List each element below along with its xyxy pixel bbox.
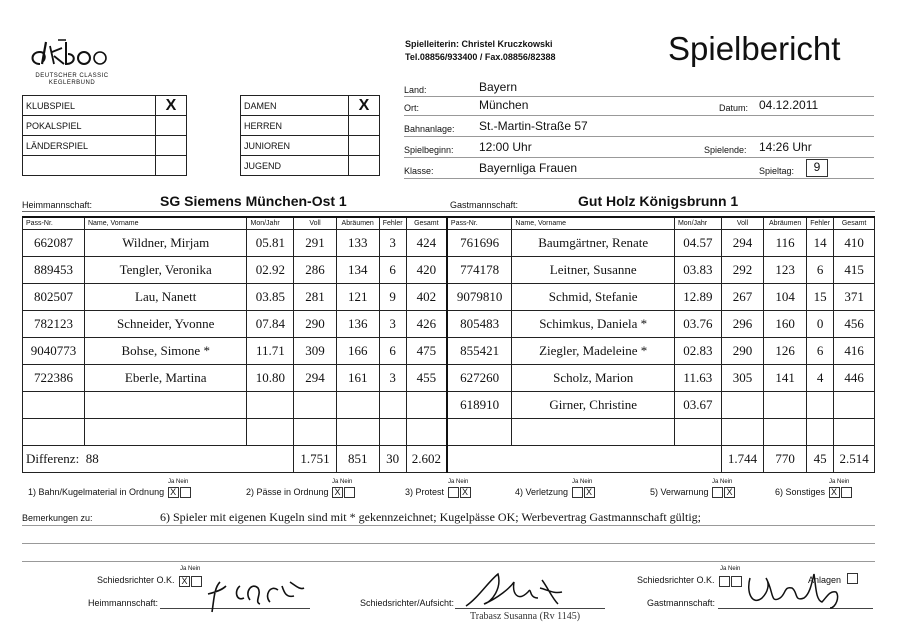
col-mon: Mon/Jahr <box>247 217 294 230</box>
home-total-gesamt: 2.602 <box>406 446 447 473</box>
guest-pass-cell: 761696 <box>447 230 512 257</box>
check-nein-box[interactable] <box>180 487 191 498</box>
guest-gesamt-cell: 416 <box>834 338 875 365</box>
guest-team-label: Gastmannschaft: <box>450 200 519 210</box>
category-mark: X <box>349 96 380 116</box>
type-mark <box>156 116 187 136</box>
category-label: HERREN <box>241 116 349 136</box>
guest-mon-cell <box>674 419 721 446</box>
home-gesamt-cell: 426 <box>406 311 447 338</box>
guest-abr-cell: 141 <box>764 365 807 392</box>
check-item <box>775 487 852 498</box>
guest-mon-cell: 12.89 <box>674 284 721 311</box>
player-row <box>23 284 875 311</box>
check-label: 2) Pässe in Ordnung <box>246 487 329 497</box>
type-label: KLUBSPIEL <box>23 96 156 116</box>
difference-value: 88 <box>85 451 99 466</box>
guest-ref-ok-label: Schiedsrichter O.K. <box>637 575 715 585</box>
guest-fehler-cell: 15 <box>806 284 833 311</box>
guest-abr-cell <box>764 392 807 419</box>
guest-gesamt-cell: 415 <box>834 257 875 284</box>
guest-gesamt-cell <box>834 392 875 419</box>
guest-gesamt-cell <box>834 419 875 446</box>
guest-voll-cell: 296 <box>721 311 764 338</box>
home-mon-cell: 05.81 <box>247 230 294 257</box>
home-fehler-cell: 6 <box>379 257 406 284</box>
guest-fehler-cell: 0 <box>806 311 833 338</box>
home-fehler-cell <box>379 392 406 419</box>
anlagen-label: Anlagen <box>808 575 842 585</box>
guest-ref-ok-ja-box[interactable] <box>719 576 730 587</box>
guest-mon-cell: 04.57 <box>674 230 721 257</box>
home-abr-cell: 134 <box>336 257 379 284</box>
bahn-value: St.-Martin-Straße 57 <box>479 119 588 133</box>
home-abr-cell: 121 <box>336 284 379 311</box>
guest-mon-cell: 03.67 <box>674 392 721 419</box>
check-label: 4) Verletzung <box>515 487 569 497</box>
guest-pass-cell: 855421 <box>447 338 512 365</box>
guest-mon-cell: 11.63 <box>674 365 721 392</box>
home-mon-cell: 02.92 <box>247 257 294 284</box>
home-gesamt-cell: 455 <box>406 365 447 392</box>
guest-gesamt-cell: 456 <box>834 311 875 338</box>
home-ref-ok-boxes <box>178 573 202 591</box>
home-total-voll: 1.751 <box>294 446 337 473</box>
home-mon-cell <box>247 392 294 419</box>
guest-team-name: Gut Holz Königsbrunn 1 <box>578 193 739 209</box>
home-gesamt-cell: 402 <box>406 284 447 311</box>
spieltag-label: Spieltag: <box>759 166 795 176</box>
guest-abr-cell: 126 <box>764 338 807 365</box>
col-fehler: Fehler <box>379 217 406 230</box>
home-ref-ok-ja-box[interactable]: X <box>179 576 190 587</box>
guest-name-cell <box>512 419 675 446</box>
home-mon-cell: 11.71 <box>247 338 294 365</box>
check-ja-box[interactable] <box>712 487 723 498</box>
home-name-cell <box>84 392 247 419</box>
logo-graphic <box>22 38 122 68</box>
home-gesamt-cell: 424 <box>406 230 447 257</box>
home-name-cell: Schneider, Yvonne <box>84 311 247 338</box>
home-fehler-cell: 6 <box>379 338 406 365</box>
organizer-line2: Tel.08856/933400 / Fax.08856/82388 <box>405 52 556 62</box>
type-label <box>23 156 156 176</box>
home-pass-cell: 802507 <box>23 284 85 311</box>
home-abr-cell: 136 <box>336 311 379 338</box>
home-pass-cell: 662087 <box>23 230 85 257</box>
organizer-info <box>405 38 555 64</box>
check-nein-box[interactable]: X <box>724 487 735 498</box>
player-row <box>23 230 875 257</box>
home-team-name: SG Siemens München-Ost 1 <box>160 193 347 209</box>
logo-line2: KEGLERBUND <box>48 80 96 86</box>
home-pass-cell: 782123 <box>23 311 85 338</box>
spieltag-value: 9 <box>806 159 828 177</box>
category-mark <box>349 136 380 156</box>
guest-voll-cell: 290 <box>721 338 764 365</box>
info-ort <box>404 98 874 116</box>
home-pass-cell <box>23 419 85 446</box>
klasse-label: Klasse: <box>404 166 434 176</box>
guest-voll-cell: 292 <box>721 257 764 284</box>
home-mon-cell <box>247 419 294 446</box>
ende-label: Spielende: <box>704 145 747 155</box>
guest-pass-cell <box>447 419 512 446</box>
check-ja-nein-header: Ja Nein <box>168 479 189 485</box>
home-ref-ok-ja-nein: Ja Nein <box>180 566 201 572</box>
info-bahn <box>404 119 874 137</box>
col-pass: Pass-Nr. <box>23 217 85 230</box>
home-voll-cell: 291 <box>294 230 337 257</box>
check-label: 1) Bahn/Kugelmaterial in Ordnung <box>28 487 165 497</box>
category-label: JUGEND <box>241 156 349 176</box>
player-row <box>23 365 875 392</box>
check-label: 3) Protest <box>405 487 445 497</box>
check-item <box>405 487 471 498</box>
col-voll: Voll <box>294 217 337 230</box>
guest-abr-cell <box>764 419 807 446</box>
home-pass-cell: 722386 <box>23 365 85 392</box>
guest-gesamt-cell: 410 <box>834 230 875 257</box>
home-abr-cell <box>336 392 379 419</box>
home-abr-cell: 161 <box>336 365 379 392</box>
guest-ref-ok-ja-nein: Ja Nein <box>720 566 741 572</box>
home-pass-cell: 9040773 <box>23 338 85 365</box>
difference-label: Differenz: <box>26 451 80 466</box>
col-abr: Abräumen <box>336 217 379 230</box>
type-mark <box>156 156 187 176</box>
guest-total-voll: 1.744 <box>721 446 764 473</box>
home-voll-cell: 281 <box>294 284 337 311</box>
datum-value: 04.12.2011 <box>759 98 819 112</box>
check-item <box>246 487 355 498</box>
land-value: Bayern <box>479 80 518 94</box>
home-mon-cell: 10.80 <box>247 365 294 392</box>
bahn-label: Bahnanlage: <box>404 124 455 134</box>
home-abr-cell <box>336 419 379 446</box>
category-mark <box>349 116 380 136</box>
guest-fehler-cell: 6 <box>806 338 833 365</box>
check-item <box>28 487 191 498</box>
dkbc-logo <box>22 38 122 86</box>
guest-fehler-cell: 14 <box>806 230 833 257</box>
guest-abr-cell: 123 <box>764 257 807 284</box>
home-voll-cell: 286 <box>294 257 337 284</box>
ref-signature-scribble <box>458 568 578 612</box>
guest-name-cell: Schmid, Stefanie <box>512 284 675 311</box>
klasse-value: Bayernliga Frauen <box>479 161 578 175</box>
col-name: Name, Vorname <box>84 217 247 230</box>
home-signature-label: Heimmannschaft: <box>88 598 159 608</box>
guest-fehler-cell <box>806 419 833 446</box>
check-ja-nein-header: Ja Nein <box>829 479 850 485</box>
guest-voll-cell <box>721 419 764 446</box>
player-row <box>23 257 875 284</box>
home-gesamt-cell <box>406 419 447 446</box>
guest-name-cell: Ziegler, Madeleine * <box>512 338 675 365</box>
col-gesamt: Gesamt <box>406 217 447 230</box>
home-ref-ok-label: Schiedsrichter O.K. <box>97 575 175 585</box>
home-voll-cell <box>294 419 337 446</box>
col-voll: Voll <box>721 217 764 230</box>
type-label: LÄNDERSPIEL <box>23 136 156 156</box>
guest-gesamt-cell: 371 <box>834 284 875 311</box>
guest-voll-cell: 294 <box>721 230 764 257</box>
home-name-cell: Eberle, Martina <box>84 365 247 392</box>
guest-abr-cell: 116 <box>764 230 807 257</box>
home-voll-cell: 294 <box>294 365 337 392</box>
home-voll-cell: 290 <box>294 311 337 338</box>
type-label: POKALSPIEL <box>23 116 156 136</box>
category-box <box>240 95 380 176</box>
guest-signature-scribble <box>740 568 850 612</box>
guest-name-cell: Scholz, Marion <box>512 365 675 392</box>
type-mark <box>156 136 187 156</box>
player-row <box>23 338 875 365</box>
check-ja-box[interactable] <box>448 487 459 498</box>
check-nein-box[interactable] <box>841 487 852 498</box>
check-ja-box[interactable]: X <box>332 487 343 498</box>
guest-gesamt-cell: 446 <box>834 365 875 392</box>
guest-mon-cell: 03.76 <box>674 311 721 338</box>
guest-pass-cell: 627260 <box>447 365 512 392</box>
home-gesamt-cell: 420 <box>406 257 447 284</box>
home-name-cell: Bohse, Simone * <box>84 338 247 365</box>
check-item <box>515 487 595 498</box>
guest-voll-cell: 267 <box>721 284 764 311</box>
beginn-label: Spielbeginn: <box>404 145 454 155</box>
guest-total-gesamt: 2.514 <box>834 446 875 473</box>
category-label: JUNIOREN <box>241 136 349 156</box>
check-item <box>650 487 735 498</box>
guest-total-spacer <box>447 446 721 473</box>
remarks-text: 6) Spieler mit eigenen Kugeln sind mit * gekennzeichnet; Kugelpässe OK; Werbevertrag Gastmannschaft gültig; <box>160 510 701 524</box>
check-ja-box[interactable]: X <box>829 487 840 498</box>
guest-total-abr: 770 <box>764 446 807 473</box>
organizer-line1: Spielleiterin: Christel Kruczkowski <box>405 39 553 49</box>
guest-pass-cell: 618910 <box>447 392 512 419</box>
check-nein-box[interactable] <box>344 487 355 498</box>
home-name-cell: Tengler, Veronika <box>84 257 247 284</box>
home-abr-cell: 133 <box>336 230 379 257</box>
guest-mon-cell: 03.83 <box>674 257 721 284</box>
info-klasse <box>404 161 874 179</box>
home-voll-cell <box>294 392 337 419</box>
check-label: 6) Sonstiges <box>775 487 826 497</box>
col-pass: Pass-Nr. <box>447 217 512 230</box>
beginn-value: 12:00 Uhr <box>479 140 532 154</box>
category-label: DAMEN <box>241 96 349 116</box>
check-ja-nein-header: Ja Nein <box>448 479 469 485</box>
type-mark: X <box>156 96 187 116</box>
results-table <box>22 216 875 473</box>
table-header-row <box>23 217 875 230</box>
check-ja-box[interactable]: X <box>168 487 179 498</box>
guest-abr-cell: 104 <box>764 284 807 311</box>
home-pass-cell <box>23 392 85 419</box>
player-row <box>23 392 875 419</box>
guest-ref-ok-boxes <box>718 573 742 591</box>
col-name: Name, Vorname <box>512 217 675 230</box>
home-signature-scribble <box>200 572 310 616</box>
home-name-cell <box>84 419 247 446</box>
check-ja-nein-header: Ja Nein <box>332 479 353 485</box>
home-pass-cell: 889453 <box>23 257 85 284</box>
ref-name: Trabasz Susanna (Rv 1145) <box>470 611 581 622</box>
check-nein-box[interactable]: X <box>584 487 595 498</box>
home-gesamt-cell <box>406 392 447 419</box>
guest-signature-label: Gastmannschaft: <box>647 598 716 608</box>
page-title: Spielbericht <box>668 30 841 67</box>
check-label: 5) Verwarnung <box>650 487 709 497</box>
guest-name-cell: Schimkus, Daniela * <box>512 311 675 338</box>
guest-name-cell: Leitner, Susanne <box>512 257 675 284</box>
guest-fehler-cell: 4 <box>806 365 833 392</box>
land-label: Land: <box>404 85 427 95</box>
remarks-label: Bemerkungen zu: <box>22 513 93 523</box>
totals-row <box>23 446 875 473</box>
home-fehler-cell <box>379 419 406 446</box>
guest-pass-cell: 9079810 <box>447 284 512 311</box>
info-beginn <box>404 140 874 158</box>
guest-abr-cell: 160 <box>764 311 807 338</box>
home-fehler-cell: 3 <box>379 230 406 257</box>
check-nein-box[interactable]: X <box>460 487 471 498</box>
guest-mon-cell: 02.83 <box>674 338 721 365</box>
guest-voll-cell: 305 <box>721 365 764 392</box>
datum-label: Datum: <box>719 103 749 113</box>
guest-name-cell: Girner, Christine <box>512 392 675 419</box>
difference-cell <box>23 446 294 473</box>
ort-label: Ort: <box>404 103 419 113</box>
home-gesamt-cell: 475 <box>406 338 447 365</box>
guest-fehler-cell: 6 <box>806 257 833 284</box>
home-mon-cell: 07.84 <box>247 311 294 338</box>
col-abr: Abräumen <box>764 217 807 230</box>
check-ja-nein-header: Ja Nein <box>572 479 593 485</box>
home-fehler-cell: 3 <box>379 311 406 338</box>
guest-fehler-cell <box>806 392 833 419</box>
ort-value: München <box>479 98 529 112</box>
home-mon-cell: 03.85 <box>247 284 294 311</box>
col-fehler: Fehler <box>806 217 833 230</box>
home-fehler-cell: 3 <box>379 365 406 392</box>
guest-total-fehler: 45 <box>806 446 833 473</box>
guest-pass-cell: 805483 <box>447 311 512 338</box>
logo-line1: DEUTSCHER CLASSIC <box>35 73 109 79</box>
home-team-label: Heimmannschaft: <box>22 200 93 210</box>
guest-name-cell: Baumgärtner, Renate <box>512 230 675 257</box>
guest-pass-cell: 774178 <box>447 257 512 284</box>
home-name-cell: Wildner, Mirjam <box>84 230 247 257</box>
home-total-abr: 851 <box>336 446 379 473</box>
home-total-fehler: 30 <box>379 446 406 473</box>
guest-voll-cell <box>721 392 764 419</box>
match-type-box <box>22 95 187 176</box>
check-ja-box[interactable] <box>572 487 583 498</box>
home-voll-cell: 309 <box>294 338 337 365</box>
ende-value: 14:26 Uhr <box>759 140 812 154</box>
player-row <box>23 311 875 338</box>
category-mark <box>349 156 380 176</box>
check-ja-nein-header: Ja Nein <box>712 479 733 485</box>
player-row <box>23 419 875 446</box>
home-abr-cell: 166 <box>336 338 379 365</box>
home-name-cell: Lau, Nanett <box>84 284 247 311</box>
col-gesamt: Gesamt <box>834 217 875 230</box>
col-mon: Mon/Jahr <box>674 217 721 230</box>
ref-signature-label: Schiedsrichter/Aufsicht: <box>360 598 455 608</box>
home-fehler-cell: 9 <box>379 284 406 311</box>
